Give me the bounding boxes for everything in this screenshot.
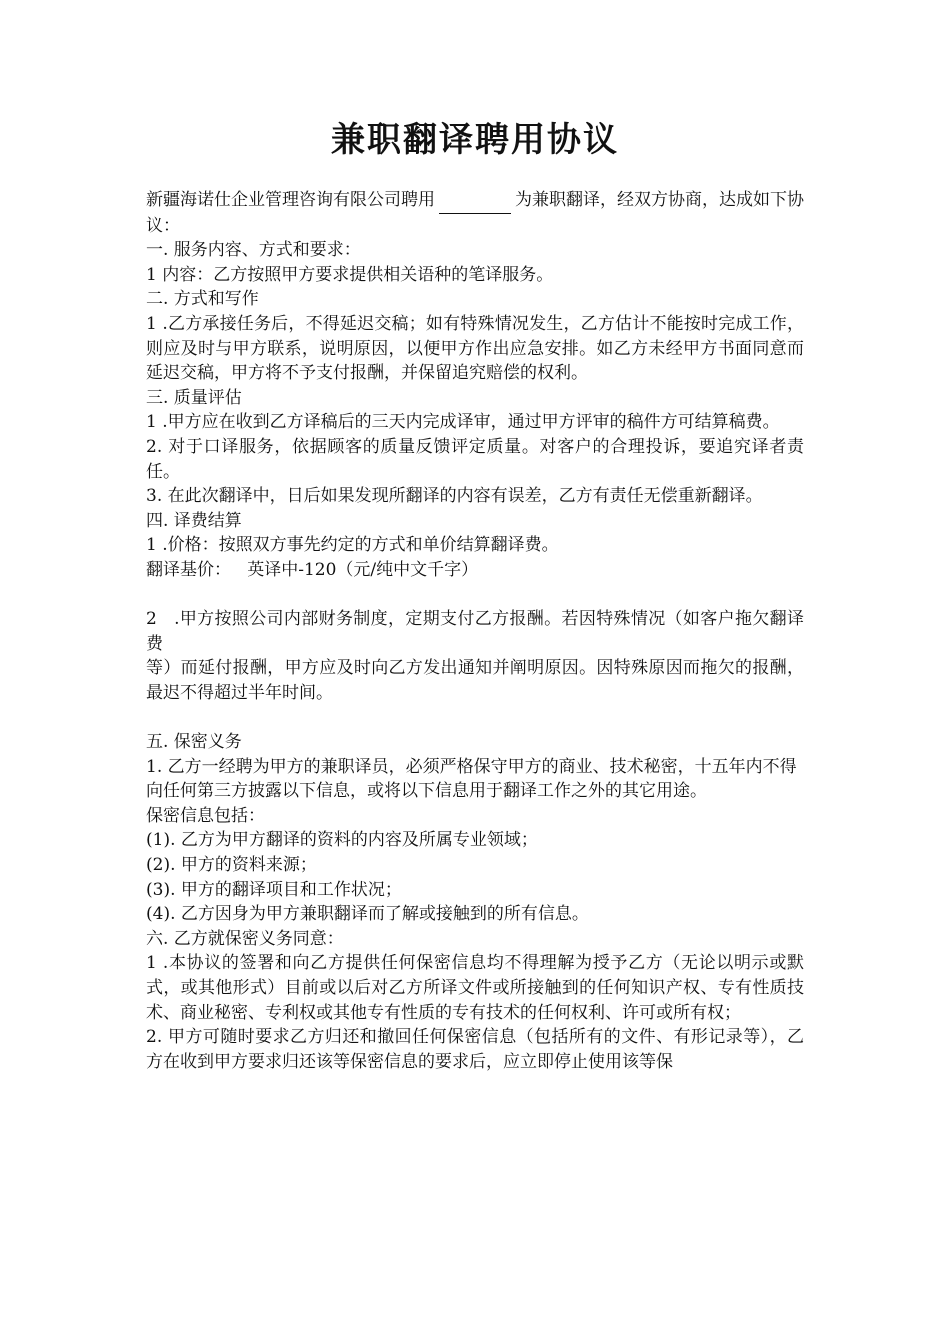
section-3-paragraph-2: 2. 对于口译服务，依据顾客的质量反馈评定质量。对客户的合理投诉，要追究译者责任。 bbox=[146, 436, 804, 482]
section-2-paragraph-1: 1 .乙方承接任务后，不得延迟交稿；如有特殊情况发生，乙方估计不能按时完成工作，则应及时与甲方联系，说明原因，以便甲方作出应急安排。如乙方未经甲方书面同意而延迟交稿，甲方将不予支付报酬，并保留追究赔偿的权利。 bbox=[146, 313, 804, 384]
section-4-paragraph-2a: 2 .甲方按照公司内部财务制度，定期支付乙方报酬。若因特殊情况（如客户拖欠翻译费 bbox=[146, 609, 804, 654]
section-4-heading: 四. 译费结算 bbox=[146, 510, 242, 531]
document-title: 兼职翻译聘用协议 bbox=[331, 120, 619, 160]
section-4-paragraph-1: 1 .价格：按照双方事先约定的方式和单价结算翻译费。 bbox=[146, 535, 559, 556]
section-4-paragraph-2b: 等）而延付报酬，甲方应及时向乙方发出通知并阐明原因。因特殊原因而拖欠的报酬，最迟不得超过半年时间。 bbox=[146, 658, 804, 703]
section-4-price: 翻译基价： 英译中-120（元/纯中文千字） bbox=[146, 559, 479, 580]
section-3-paragraph-3: 3. 在此次翻译中，日后如果发现所翻译的内容有误差，乙方有责任无偿重新翻译。 bbox=[146, 486, 763, 507]
section-5-heading: 五. 保密义务 bbox=[146, 732, 242, 753]
blank-line bbox=[146, 705, 804, 730]
document-body bbox=[146, 188, 804, 1074]
section-6-paragraph-2: 2. 甲方可随时要求乙方归还和撤回任何保密信息（包括所有的文件、有形记录等），乙方在收到甲方要求归还该等保密信息的要求后，应立即停止使用该等保 bbox=[146, 1027, 804, 1072]
intro-paragraph bbox=[146, 188, 804, 238]
section-1-paragraph-1: 1 内容：乙方按照甲方要求提供相关语种的笔译服务。 bbox=[146, 264, 554, 285]
intro-post: 为兼职翻译，经双方协商，达成如下协议： bbox=[146, 190, 804, 236]
section-5-paragraph-1b: 向任何第三方披露以下信息，或将以下信息用于翻译工作之外的其它用途。 bbox=[146, 781, 707, 802]
section-6-paragraph-1: 1 .本协议的签署和向乙方提供任何保密信息均不得理解为授予乙方（无论以明示或默式，或其他形式）目前或以后对乙方所译文件或所接触到的任何知识产权、专有性质技术、商业秘密、专利权或其他专有性质的专有技术的任何权利、许可或所有权； bbox=[146, 953, 804, 1023]
section-6-heading: 六. 乙方就保密义务同意： bbox=[146, 928, 344, 949]
section-5-paragraph-1a: 1. 乙方一经聘为甲方的兼职译员，必须严格保守甲方的商业、技术秘密，十五年内不得 bbox=[146, 756, 797, 777]
section-5-item-2: (2). 甲方的资料来源； bbox=[146, 855, 317, 876]
section-2-heading: 二. 方式和写作 bbox=[146, 289, 259, 310]
section-1-heading: 一. 服务内容、方式和要求： bbox=[146, 240, 361, 261]
section-5-item-4: (4). 乙方因身为甲方兼职翻译而了解或接触到的所有信息。 bbox=[146, 904, 589, 925]
section-5-item-3: (3). 甲方的翻译项目和工作状况； bbox=[146, 879, 402, 900]
section-5-list-heading: 保密信息包括： bbox=[146, 805, 265, 826]
section-3-paragraph-1: 1 .甲方应在收到乙方译稿后的三天内完成译审，通过甲方评审的稿件方可结算稿费。 bbox=[146, 412, 780, 433]
section-3-heading: 三. 质量评估 bbox=[146, 387, 242, 408]
intro-pre: 新疆海诺仕企业管理咨询有限公司聘用 bbox=[146, 190, 435, 210]
name-blank bbox=[439, 188, 511, 214]
section-5-item-1: (1). 乙方为甲方翻译的资料的内容及所属专业领域； bbox=[146, 830, 538, 851]
blank-line bbox=[146, 583, 804, 608]
